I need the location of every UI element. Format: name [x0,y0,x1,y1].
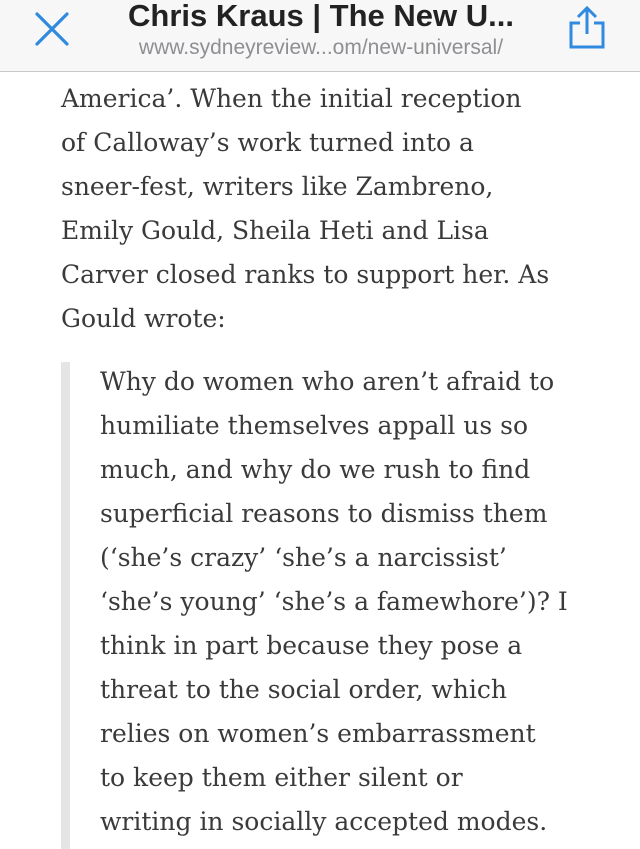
quote-line: relies on women’s embarrassment [100,719,536,748]
paragraph-line: Gould wrote: [61,304,226,333]
share-icon [563,5,611,51]
close-icon [33,10,71,48]
paragraph-line: of Calloway’s work turned into a [61,128,474,157]
quote-line: Why do women who aren’t afraid to [100,367,555,396]
quote-line: ‘she’s young’ ‘she’s a famewhore’)? I [100,587,568,616]
article-paragraph [61,77,621,341]
paragraph-line: America’. When the initial reception [61,84,522,113]
quote-line: humiliate themselves appall us so [100,411,529,440]
quote-line: (‘she’s crazy’ ‘she’s a narcissist’ [100,543,507,572]
quote-line: much, and why do we rush to find [100,455,531,484]
blockquote [100,360,620,844]
paragraph-line: Emily Gould, Sheila Heti and Lisa [61,216,489,245]
paragraph-line: sneer-fest, writers like Zambreno, [61,172,494,201]
quote-line: writing in socially accepted modes. [100,807,548,836]
page-url[interactable]: www.sydneyreview...om/new-universal/ [138,36,504,59]
quote-line: think in part because they pose a [100,631,523,660]
quote-line: threat to the social order, which [100,675,507,704]
article-body [0,72,640,849]
page-title: Chris Kraus | The New U... [128,0,514,33]
close-button[interactable] [33,10,71,48]
blockquote-bar [61,362,70,849]
quote-line: to keep them either silent or [100,763,463,792]
quote-line: superficial reasons to dismiss them [100,499,548,528]
browser-toolbar [0,0,640,72]
paragraph-line: Carver closed ranks to support her. As [61,260,550,289]
share-button[interactable] [563,5,611,51]
